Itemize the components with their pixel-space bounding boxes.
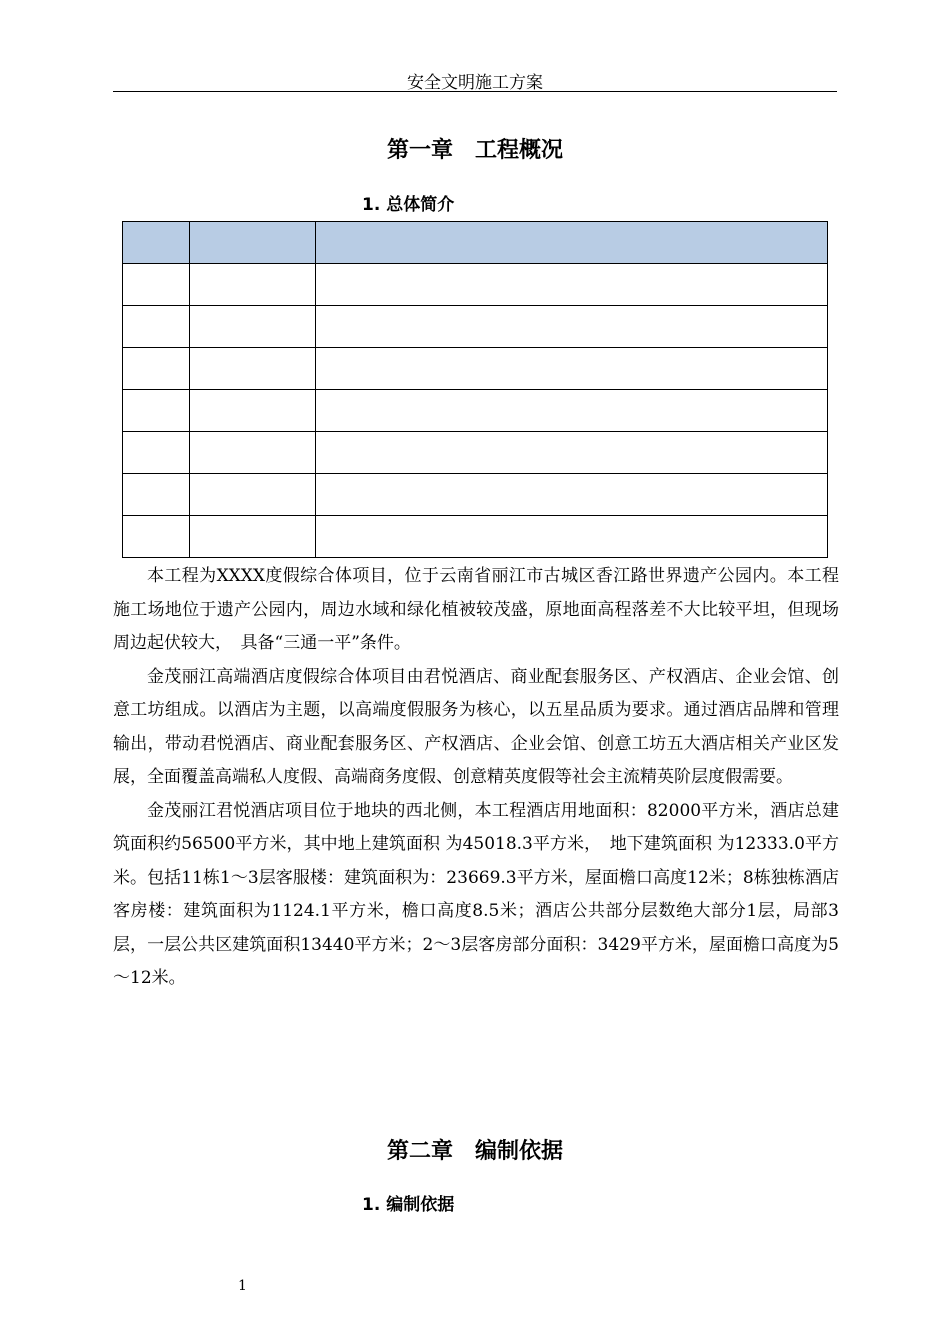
chapter-2-title: 第二章 编制依据 bbox=[386, 1139, 563, 1164]
page-number: 1 bbox=[238, 1278, 247, 1294]
table-row bbox=[123, 348, 828, 390]
table-cell bbox=[316, 516, 828, 558]
table-cell bbox=[123, 264, 190, 306]
chapter-1-body bbox=[113, 560, 839, 996]
table-cell bbox=[123, 432, 190, 474]
table-cell bbox=[190, 348, 316, 390]
table-cell bbox=[190, 516, 316, 558]
table-cell bbox=[190, 474, 316, 516]
overview-table bbox=[122, 221, 828, 558]
table-row bbox=[123, 264, 828, 306]
table-cell bbox=[123, 306, 190, 348]
page-header-title: 安全文明施工方案 bbox=[407, 73, 543, 93]
section-1-1-heading: 1. 总体简介 bbox=[362, 195, 455, 215]
table-row bbox=[123, 432, 828, 474]
chapter-1-title: 第一章 工程概况 bbox=[386, 138, 563, 163]
paragraph-project-location: 本工程为XXXX度假综合体项目，位于云南省丽江市古城区香江路世界遗产公园内。本工程施工场地位于遗产公园内，周边水域和绿化植被较茂盛，原地面高程落差不大比较平坦，但现场周边起伏较大， 具备“三通一平”条件。 bbox=[113, 566, 839, 653]
table-header-cell bbox=[123, 222, 190, 264]
table-cell bbox=[123, 516, 190, 558]
table-row bbox=[123, 474, 828, 516]
table-cell bbox=[123, 348, 190, 390]
table-cell bbox=[316, 390, 828, 432]
table-header-cell bbox=[316, 222, 828, 264]
table-cell bbox=[316, 474, 828, 516]
table-header-cell bbox=[190, 222, 316, 264]
table-cell bbox=[190, 390, 316, 432]
paragraph-project-areas: 金茂丽江君悦酒店项目位于地块的西北侧，本工程酒店用地面积：82000平方米，酒店总建筑面积约56500平方米，其中地上建筑面积 为45018.3平方米， 地下建筑面积 为12333.0平方米。包括11栋1～3层客服楼：建筑面积为：23669.3平方米，屋面檐口高度12米；8栋独栋酒店客房楼：建筑面积为1124.1平方米，檐口高度8.5米；酒店公共部分层数绝大部分1层，局部3层，一层公共区建筑面积13440平方米；2～3层客房部分面积：3429平方米，屋面檐口高度为5～12米。 bbox=[113, 800, 840, 988]
table-row bbox=[123, 306, 828, 348]
paragraph-project-composition: 金茂丽江高端酒店度假综合体项目由君悦酒店、商业配套服务区、产权酒店、企业会馆、创意工坊组成。以酒店为主题，以高端度假服务为核心，以五星品质为要求。通过酒店品牌和管理输出，带动君悦酒店、商业配套服务区、产权酒店、企业会馆、创意工坊五大酒店相关产业区发展，全面覆盖高端私人度假、高端商务度假、创意精英度假等社会主流精英阶层度假需要。 bbox=[113, 666, 839, 787]
table-cell bbox=[190, 264, 316, 306]
table-cell bbox=[190, 306, 316, 348]
table-cell bbox=[316, 432, 828, 474]
table-cell bbox=[123, 474, 190, 516]
table-row bbox=[123, 390, 828, 432]
table-cell bbox=[316, 264, 828, 306]
table-header-row bbox=[123, 222, 828, 264]
table-cell bbox=[316, 306, 828, 348]
section-2-1-heading: 1. 编制依据 bbox=[362, 1195, 455, 1215]
header-divider bbox=[113, 91, 837, 92]
table-cell bbox=[316, 348, 828, 390]
table-cell bbox=[190, 432, 316, 474]
table-cell bbox=[123, 390, 190, 432]
table-row bbox=[123, 516, 828, 558]
